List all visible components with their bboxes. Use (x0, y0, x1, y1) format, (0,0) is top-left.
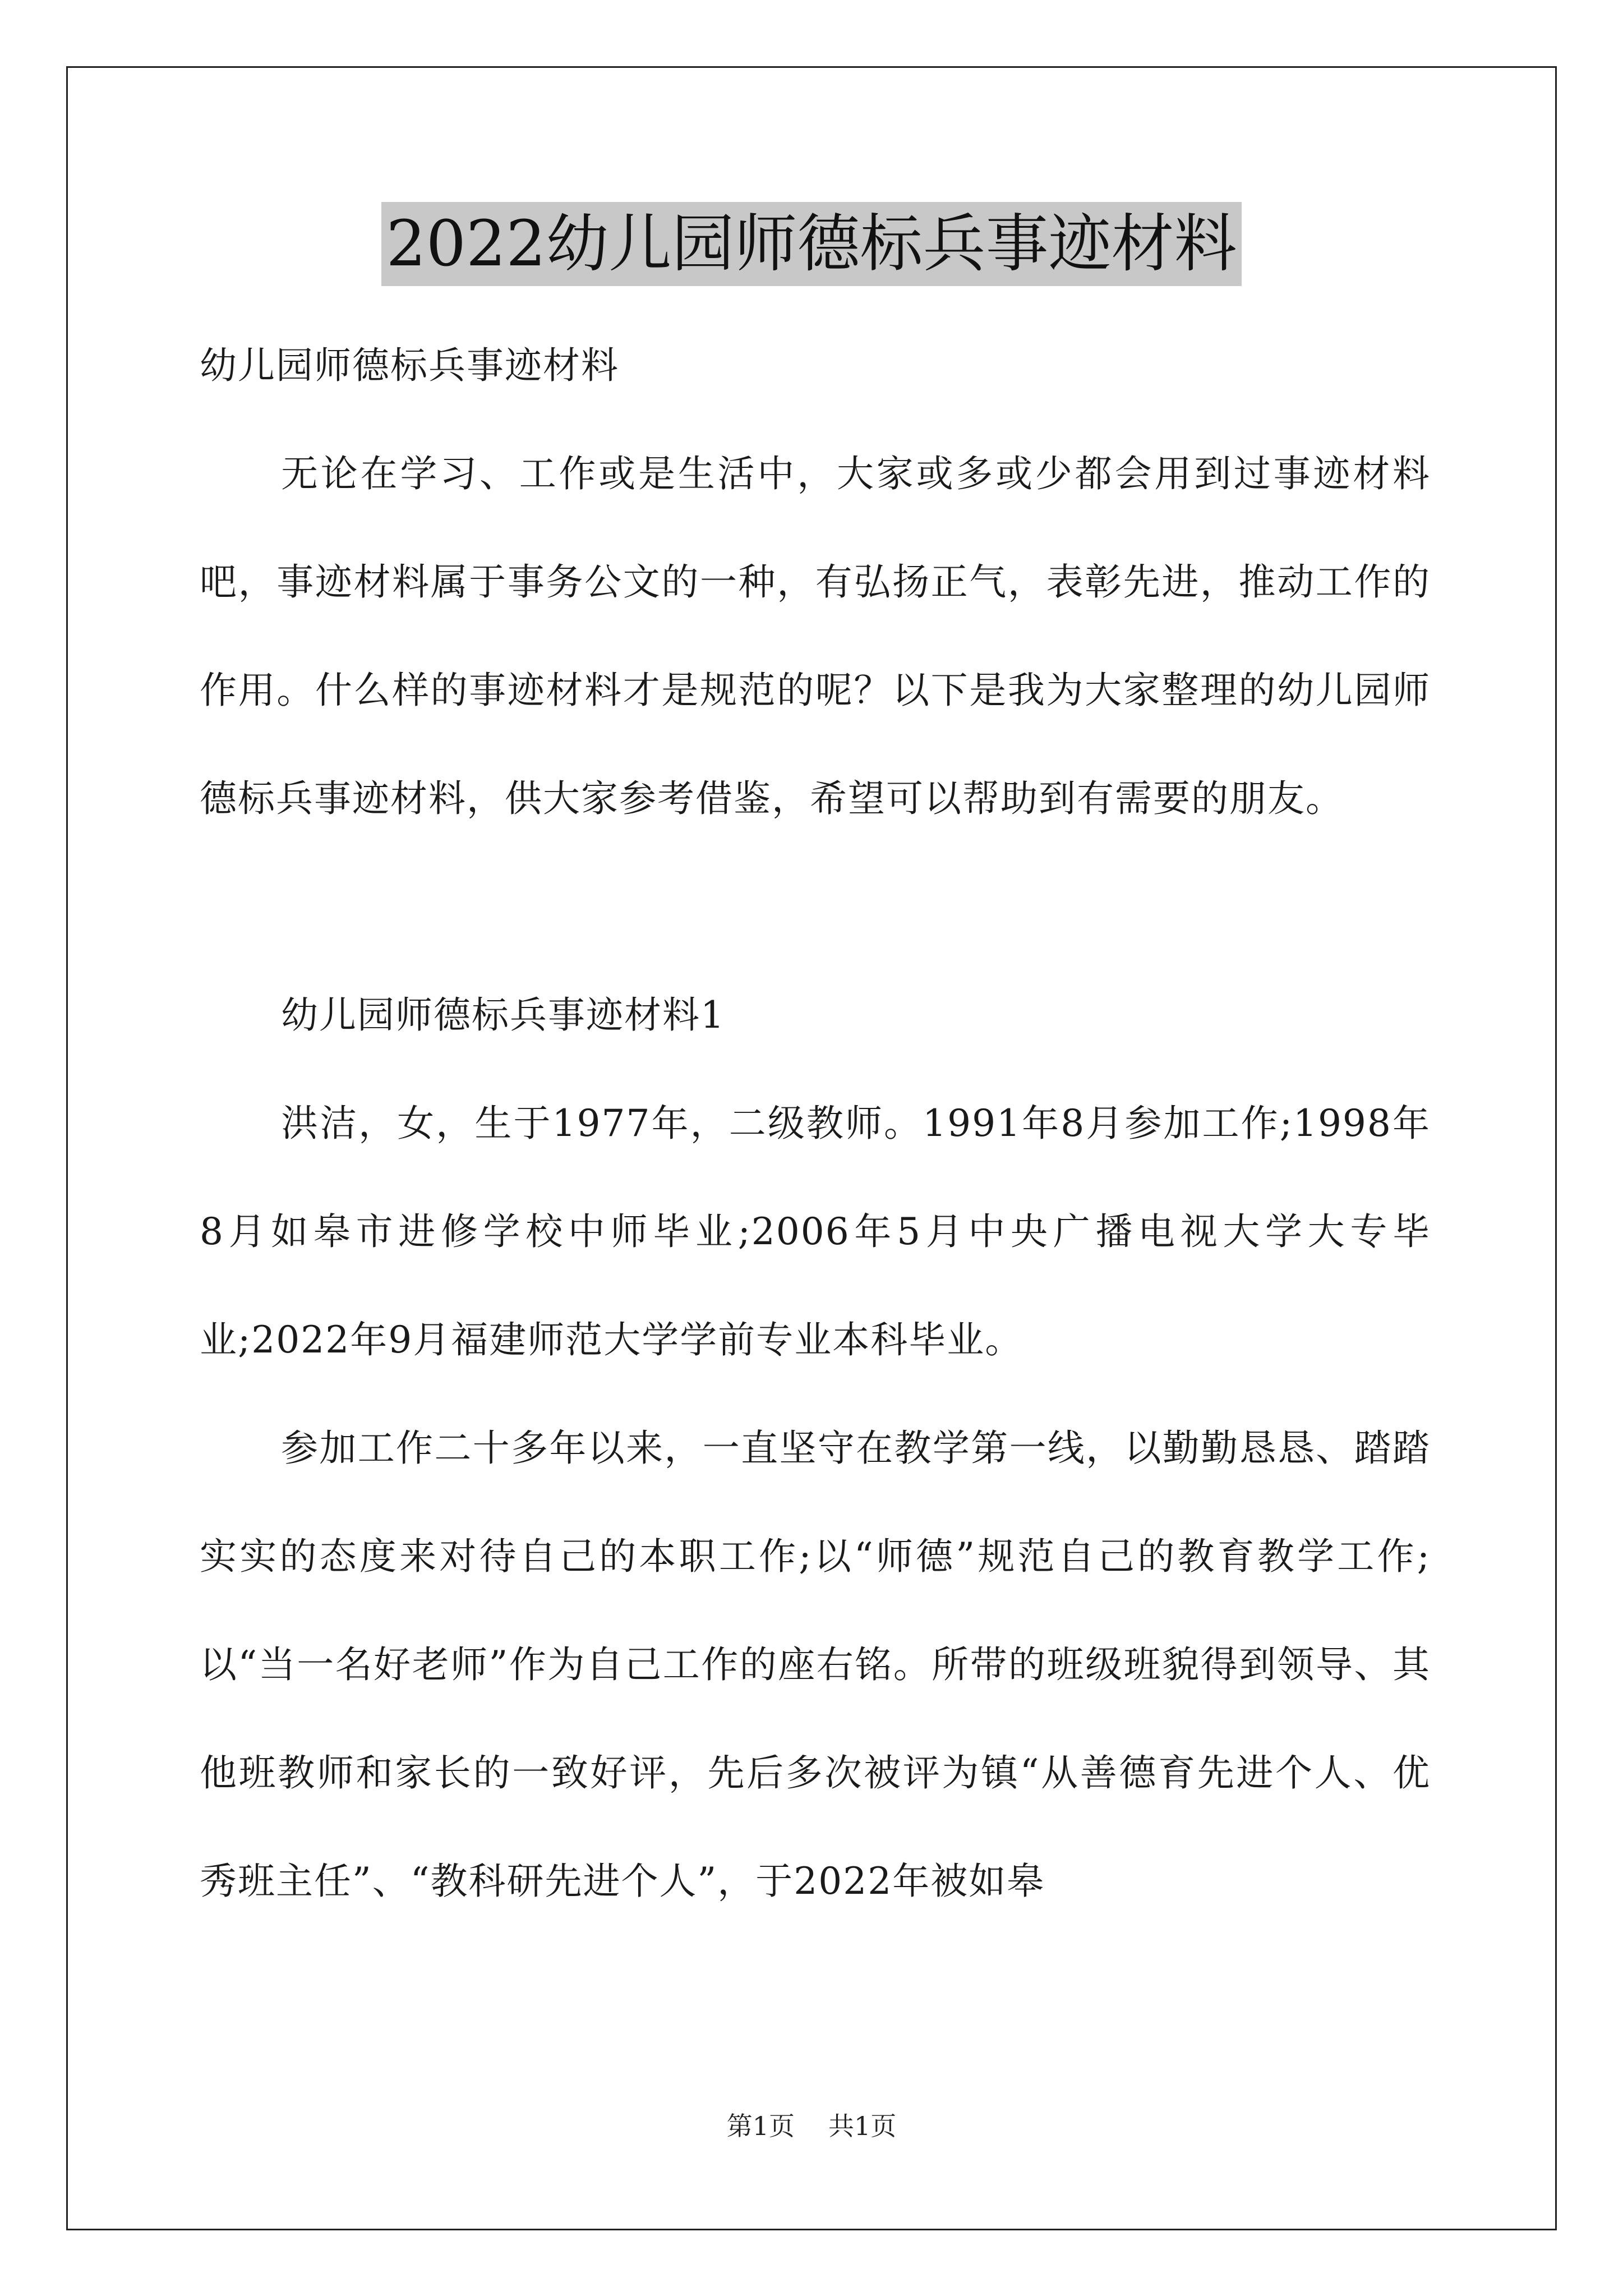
title-container (0, 202, 1623, 286)
section-heading: 幼儿园师德标兵事迹材料1 (281, 993, 725, 1037)
paragraph-intro: 无论在学习、工作或是生活中，大家或多或少都会用到过事迹材料吧，事迹材料属于事务公文的一种，有弘扬正气，表彰先进，推动工作的作用。什么样的事迹材料才是规范的呢？以下是我为大家整理的幼儿园师德标兵事迹材料，供大家参考借鉴，希望可以帮助到有需要的朋友。 (200, 452, 1431, 820)
document-body (200, 311, 1431, 1935)
page-number-total: 共1页 (828, 2111, 897, 2141)
page-number-current: 第1页 (726, 2111, 795, 2141)
page-footer (0, 2109, 1623, 2143)
paragraph-profile: 洪洁，女，生于1977年，二级教师。1991年8月参加工作;1998年8月如皋市进修学校中师毕业;2006年5月中央广播电视大学大专毕业;2022年9月福建师范大学学前专业本科毕业。 (200, 1102, 1431, 1361)
document-subtitle: 幼儿园师德标兵事迹材料 (200, 344, 619, 387)
document-title: 2022幼儿园师德标兵事迹材料 (381, 202, 1241, 286)
paragraph-career: 参加工作二十多年以来，一直坚守在教学第一线，以勤勤恳恳、踏踏实实的态度来对待自己的本职工作;以“师德”规范自己的教育教学工作;以“当一名好老师”作为自己工作的座右铭。所带的班级班貌得到领导、其他班教师和家长的一致好评，先后多次被评为镇“从善德育先进个人、优秀班主任”、“教科研先进个人”，于2022年被如皋 (200, 1427, 1431, 1903)
